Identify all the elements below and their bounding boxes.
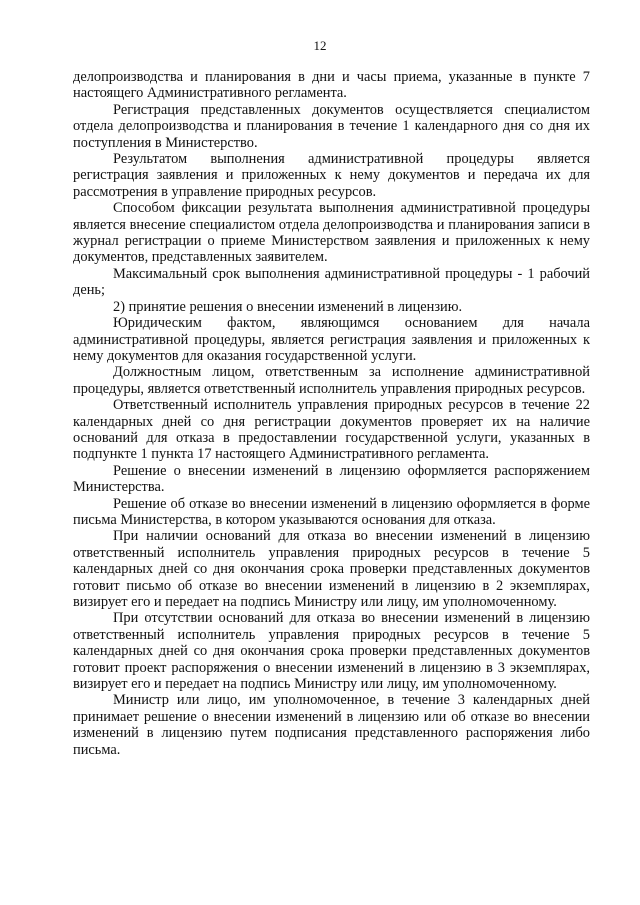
- paragraph: Максимальный срок выполнения административной процедуры - 1 рабочий день;: [73, 265, 590, 299]
- paragraph: Решение об отказе во внесении изменений в лицензию оформляется в форме письма Министерства, в котором указываются основания для отказа.: [73, 495, 590, 528]
- paragraph: Министр или лицо, им уполномоченное, в течение 3 календарных дней принимает решение о внесении изменений в лицензию или об отказе во внесении изменений в лицензию путем подписания представленного распоряжения либо письма.: [73, 692, 590, 758]
- document-body: [73, 69, 590, 758]
- paragraph: Решение о внесении изменений в лицензию оформляется распоряжением Министерства.: [73, 462, 590, 496]
- paragraph: Должностным лицом, ответственным за исполнение административной процедуры, является ответственный исполнитель управления природных ресурсов.: [73, 364, 590, 397]
- paragraph: Результатом выполнения административной процедуры является регистрация заявления и приложенных к нему документов и передача их для рассмотрения в управление природных ресурсов.: [73, 151, 590, 200]
- paragraph: делопроизводства и планирования в дни и часы приема, указанные в пункте 7 настоящего Административного регламента.: [73, 69, 590, 102]
- page-number: 12: [313, 38, 327, 53]
- paragraph: Регистрация представленных документов осуществляется специалистом отдела делопроизводства и планирования в течение 1 календарного дня со дня их поступления в Министерство.: [73, 101, 590, 151]
- paragraph: При наличии оснований для отказа во внесении изменений в лицензию ответственный исполнитель управления природных ресурсов в течение 5 календарных дней со дня окончания срока проверки представленных документов готовит письмо об отказе во внесении изменений в лицензию в 2 экземплярах, визирует его и передает на подпись Министру или лицу, им уполномоченному.: [73, 528, 590, 610]
- paragraph: Способом фиксации результата выполнения административной процедуры является внесение специалистом отдела делопроизводства и планирования записи в журнал регистрации о приеме Министерством заявления и приложенных к нему документов, представленных заявителем.: [73, 200, 590, 266]
- paragraph: Ответственный исполнитель управления природных ресурсов в течение 22 календарных дней со дня регистрации документов проверяет их на наличие оснований для отказа в предоставлении государственной услуги, указанных в подпункте 1 пункта 17 настоящего Административного регламента.: [73, 397, 590, 463]
- paragraph: 2) принятие решения о внесении изменений в лицензию.: [113, 298, 463, 315]
- paragraph: Юридическим фактом, являющимся основанием для начала административной процедуры, является регистрация заявления и приложенных к нему документов для оказания государственной услуги.: [73, 315, 590, 364]
- paragraph: При отсутствии оснований для отказа во внесении изменений в лицензию ответственный исполнитель управления природных ресурсов в течение 5 календарных дней со дня окончания срока проверки представленных документов готовит проект распоряжения о внесении изменений в лицензию в 3 экземплярах, визирует его и передает на подпись Министру или лицу, им уполномоченному.: [73, 610, 590, 693]
